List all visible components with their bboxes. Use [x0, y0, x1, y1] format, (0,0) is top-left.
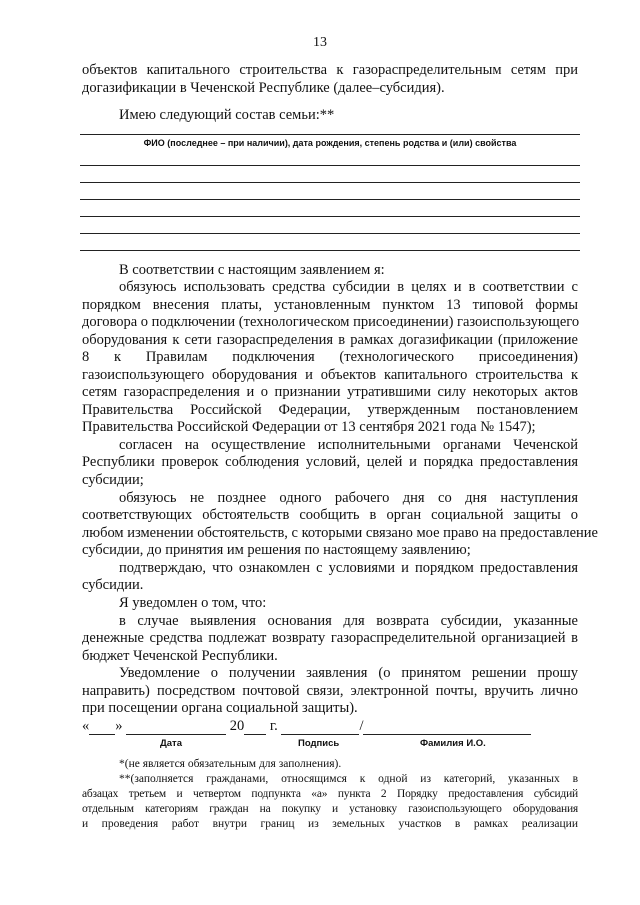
- family-line: [80, 182, 580, 183]
- family-line: [80, 199, 580, 200]
- slash: /: [359, 718, 364, 734]
- intro-line: догазификации в Чеченской Республике (далее–субсидия).: [82, 80, 445, 96]
- footnote-line: **(заполняется гражданами, относящимся к одной из категорий, указанных в: [119, 773, 578, 785]
- family-line: [80, 165, 580, 166]
- family-label: Имею следующий состав семьи:**: [119, 107, 335, 123]
- body-line: договора о подключении (технологическом присоединении) газоиспользующего: [82, 314, 580, 330]
- body-line: направить) посредством почтовой связи, электронной почты, вручить лично: [82, 683, 578, 699]
- year-prefix: 20: [229, 718, 245, 734]
- body-line: оборудования к сети газораспределения в рамках догазификации (приложение: [82, 332, 578, 348]
- signature-field[interactable]: [281, 720, 359, 735]
- body-line: обязуюсь использовать средства субсидии в целях и в соответствии с: [119, 279, 578, 295]
- name-label: Фамилия И.О.: [420, 738, 486, 749]
- family-line: [80, 134, 580, 135]
- body-line: подтверждаю, что ознакомлен с условиями и порядком предоставления: [119, 560, 578, 576]
- page-number: 13: [313, 35, 327, 50]
- body-line: обязуюсь не позднее одного рабочего дня со дня наступления: [119, 490, 578, 506]
- body-line: в случае выявления основания для возврата субсидии, указанные: [119, 613, 578, 629]
- day-field[interactable]: [89, 720, 115, 735]
- family-caption: ФИО (последнее – при наличии), дата рождения, степень родства и (или) свойства: [143, 138, 517, 148]
- body-line: любом изменении обстоятельств, с которыми связано мое право на предоставление: [82, 525, 598, 541]
- body-line: Республики проверок соблюдения условий, целей и порядка предоставления: [82, 454, 578, 470]
- month-field[interactable]: [126, 720, 226, 735]
- body-line: порядком внесения платы, установленным пунктом 13 типовой формы: [82, 297, 578, 313]
- body-line: сетям газораспределения и о признании утратившими силу некоторых актов: [82, 384, 578, 400]
- body-line: Уведомление о получении заявления (о принятом решении прошу: [119, 665, 578, 681]
- body-line: Правительства Российской Федерации от 13 сентября 2021 года № 1547);: [82, 419, 536, 435]
- family-line: [80, 233, 580, 234]
- body-line: субсидии, до принятия им решения по настоящему заявлению;: [82, 542, 471, 558]
- open-quote: «: [82, 718, 90, 734]
- name-field[interactable]: [363, 720, 531, 735]
- body-line: Я уведомлен о том, что:: [119, 595, 267, 611]
- body-line: денежные средства подлежат возврату газораспределительной организацией в: [82, 630, 578, 646]
- family-line: [80, 250, 580, 251]
- body-line: при посещении органа социальной защиты).: [82, 700, 358, 716]
- footnote-line: и проведения работ внутри границ из земельных участков в рамках реализации: [82, 818, 578, 830]
- body-line: газоиспользующего оборудования и объектов капитального строительства к: [82, 367, 578, 383]
- body-line: Правительства Российской Федерации, утвержденным постановлением: [82, 402, 578, 418]
- date-label: Дата: [160, 738, 182, 749]
- footnote-line: абзацах третьем и четвертом подпункта «а» пункта 2 Порядку предоставления субсидий: [82, 788, 578, 800]
- body-line: согласен на осуществление исполнительными органами Чеченской: [119, 437, 578, 453]
- body-line: субсидии.: [82, 577, 144, 593]
- body-line: бюджет Чеченской Республики.: [82, 648, 278, 664]
- year-field[interactable]: [244, 720, 266, 735]
- intro-line: объектов капитального строительства к газораспределительным сетям при: [82, 62, 578, 78]
- year-suffix: г.: [269, 718, 278, 734]
- body-line: субсидии;: [82, 472, 144, 488]
- family-line: [80, 216, 580, 217]
- sign-label: Подпись: [298, 738, 340, 749]
- close-quote: »: [115, 718, 123, 734]
- footnote-line: *(не является обязательным для заполнения).: [119, 758, 342, 770]
- body-line: 8 к Правилам подключения (технологического присоединения): [82, 349, 578, 365]
- signature-row: [82, 718, 582, 738]
- body-line: В соответствии с настоящим заявлением я:: [119, 262, 385, 278]
- body-line: соответствующих обстоятельств сообщить в орган социальной защиты о: [82, 507, 578, 523]
- footnote-line: отдельным категориям граждан на покупку и установку газоиспользующего оборудования: [82, 803, 578, 815]
